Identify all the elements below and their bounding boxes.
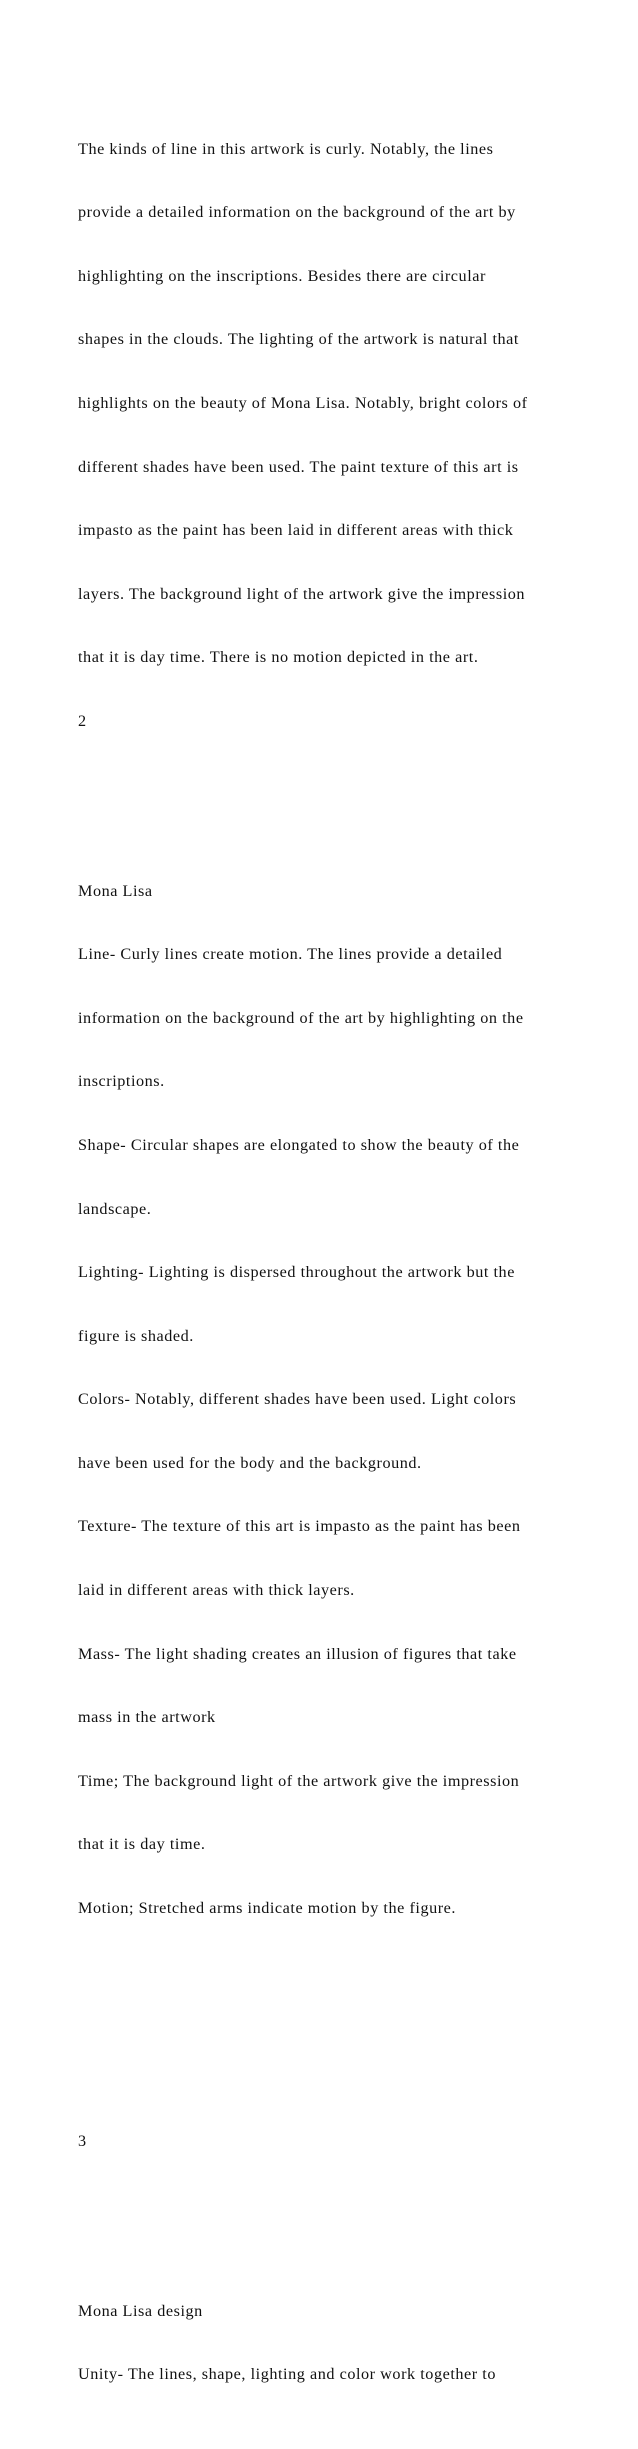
body-line: that it is day time. There is no motion depicted in the art. [78,648,479,667]
section-title: Mona Lisa [78,881,153,900]
body-line: Line- Curly lines create motion. The lines provide a detailed [78,945,503,964]
blank-space [78,1983,618,2068]
body-line: laid in different areas with thick layers. [78,1581,355,1600]
body-line: Motion; Stretched arms indicate motion by the figure. [78,1899,457,1918]
body-line: layers. The background light of the artwork give the impression [78,584,526,603]
body-line: that it is day time. [78,1835,206,1854]
body-line: landscape. [78,1199,152,1218]
body-line: figure is shaded. [78,1326,194,1345]
body-line: Texture- The texture of this art is impasto as the paint has been [78,1517,521,1536]
body-line: have been used for the body and the background. [78,1453,422,1472]
body-line: Mass- The light shading creates an illusion of figures that take [78,1644,517,1663]
page-number: 2 [78,711,87,730]
body-line: highlighting on the inscriptions. Besides there are circular [78,266,486,285]
body-line: inscriptions. [78,1072,165,1091]
section-title: Mona Lisa design [78,2301,203,2320]
body-line: mass in the artwork [78,1708,216,1727]
body-line: impasto as the paint has been laid in different areas with thick [78,521,514,540]
body-line: Time; The background light of the artwork give the impression [78,1771,520,1790]
body-line: Lighting- Lighting is dispersed throughout the artwork but the [78,1263,515,1282]
body-line: Unity- The lines, shape, lighting and color work together to [78,2365,496,2384]
body-line: The kinds of line in this artwork is curly. Notably, the lines [78,139,494,158]
body-line: Colors- Notably, different shades have been used. Light colors [78,1390,517,1409]
document-body [78,75,618,2449]
body-line: information on the background of the art by highlighting on the [78,1008,524,1027]
body-line: shapes in the clouds. The lighting of the artwork is natural that [78,330,519,349]
blank-line [78,796,618,817]
blank-line [78,2216,618,2237]
body-line: Shape- Circular shapes are elongated to show the beauty of the [78,1135,520,1154]
body-line: highlights on the beauty of Mona Lisa. Notably, bright colors of [78,393,528,412]
page-number: 3 [78,2132,87,2151]
body-line: different shades have been used. The paint texture of this art is [78,457,519,476]
body-line: provide a detailed information on the background of the art by [78,203,516,222]
